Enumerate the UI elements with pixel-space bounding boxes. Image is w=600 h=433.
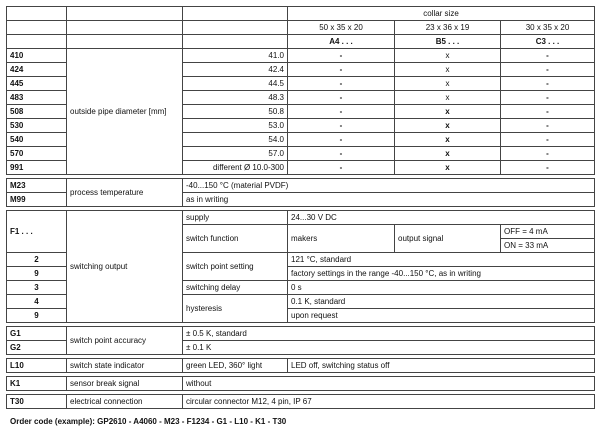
switch-point-setting-value: 121 °C, standard xyxy=(288,253,595,267)
option-code: T30 xyxy=(7,395,67,409)
availability-a: - xyxy=(288,161,395,175)
availability-c: - xyxy=(501,91,595,105)
collar-code-b: B5 . . . xyxy=(395,35,501,49)
availability-c: - xyxy=(501,119,595,133)
option-code: 570 xyxy=(7,147,67,161)
diameter-value: 44.5 xyxy=(183,77,288,91)
option-code: 991 xyxy=(7,161,67,175)
availability-c: - xyxy=(501,147,595,161)
order-code-example: Order code (example): GP2610 - A4060 - M23 - F1234 - G1 - L10 - K1 - T30 xyxy=(10,417,287,426)
diameter-value: 53.0 xyxy=(183,119,288,133)
availability-c: - xyxy=(501,133,595,147)
availability-a: - xyxy=(288,105,395,119)
option-code: F1 . . . xyxy=(7,211,67,253)
switching-output-label: switching output xyxy=(67,211,183,323)
availability-b: x xyxy=(395,133,501,147)
switch-point-setting-value: factory settings in the range -40...150 °C, as in writing xyxy=(288,267,595,281)
sensor-break-label: sensor break signal xyxy=(67,377,183,391)
supply-label: supply xyxy=(183,211,288,225)
switch-point-accuracy-label: switch point accuracy xyxy=(67,327,183,355)
availability-a: - xyxy=(288,119,395,133)
table-row xyxy=(7,377,595,391)
option-code: 424 xyxy=(7,63,67,77)
process-temperature-value: -40...150 °C (material PVDF) xyxy=(183,179,595,193)
table-row xyxy=(7,179,595,193)
availability-a: - xyxy=(288,49,395,63)
header-row-collar-codes xyxy=(7,35,595,49)
option-code: 540 xyxy=(7,133,67,147)
option-code: 508 xyxy=(7,105,67,119)
availability-b: x xyxy=(395,49,501,63)
indicator-off-value: LED off, switching status off xyxy=(288,359,595,373)
diameter-value: 57.0 xyxy=(183,147,288,161)
availability-c: - xyxy=(501,105,595,119)
collar-size-c: 30 x 35 x 20 xyxy=(501,21,595,35)
availability-b: x xyxy=(395,91,501,105)
diameter-value: 54.0 xyxy=(183,133,288,147)
table-row xyxy=(7,359,595,373)
collar-code-c: C3 . . . xyxy=(501,35,595,49)
option-code: 2 xyxy=(7,253,67,267)
option-code: 9 xyxy=(7,309,67,323)
diameter-value: 42.4 xyxy=(183,63,288,77)
electrical-connection-value: circular connector M12, 4 pin, IP 67 xyxy=(183,395,595,409)
output-signal-label: output signal xyxy=(395,225,501,253)
accuracy-value: ± 0.5 K, standard xyxy=(183,327,595,341)
option-code: 9 xyxy=(7,267,67,281)
diameter-value: 41.0 xyxy=(183,49,288,63)
availability-a: - xyxy=(288,91,395,105)
option-code: M99 xyxy=(7,193,67,207)
collar-size-title: collar size xyxy=(288,7,595,21)
collar-size-a: 50 x 35 x 20 xyxy=(288,21,395,35)
sensor-break-value: without xyxy=(183,377,595,391)
diameter-value: 50.8 xyxy=(183,105,288,119)
pipe-diameter-label: outside pipe diameter [mm] xyxy=(67,49,183,175)
electrical-connection-label: electrical connection xyxy=(67,395,183,409)
table-row xyxy=(7,211,595,225)
availability-b: x xyxy=(395,119,501,133)
accuracy-value: ± 0.1 K xyxy=(183,341,595,355)
option-code: 3 xyxy=(7,281,67,295)
option-code: L10 xyxy=(7,359,67,373)
availability-c: - xyxy=(501,49,595,63)
option-code: 410 xyxy=(7,49,67,63)
switch-point-setting-label: switch point setting xyxy=(183,253,288,281)
availability-c: - xyxy=(501,63,595,77)
availability-a: - xyxy=(288,77,395,91)
output-signal-on: ON = 33 mA xyxy=(501,239,595,253)
supply-value: 24...30 V DC xyxy=(288,211,595,225)
diameter-value: different Ø 10.0-300 xyxy=(183,161,288,175)
collar-code-a: A4 . . . xyxy=(288,35,395,49)
option-code: 530 xyxy=(7,119,67,133)
option-code: 4 xyxy=(7,295,67,309)
switch-state-indicator-label: switch state indicator xyxy=(67,359,183,373)
availability-b: x xyxy=(395,147,501,161)
availability-a: - xyxy=(288,63,395,77)
option-code: 445 xyxy=(7,77,67,91)
collar-size-b: 23 x 36 x 19 xyxy=(395,21,501,35)
option-code: K1 xyxy=(7,377,67,391)
header-row-collar-title xyxy=(7,7,595,21)
option-code: G2 xyxy=(7,341,67,355)
option-code: M23 xyxy=(7,179,67,193)
diameter-value: 48.3 xyxy=(183,91,288,105)
availability-b: x xyxy=(395,63,501,77)
switching-delay-value: 0 s xyxy=(288,281,595,295)
table-row xyxy=(7,327,595,341)
availability-c: - xyxy=(501,161,595,175)
availability-b: x xyxy=(395,105,501,119)
option-code: G1 xyxy=(7,327,67,341)
availability-b: x xyxy=(395,77,501,91)
availability-a: - xyxy=(288,133,395,147)
hysteresis-label: hysteresis xyxy=(183,295,288,323)
hysteresis-value: 0.1 K, standard xyxy=(288,295,595,309)
output-signal-off: OFF = 4 mA xyxy=(501,225,595,239)
switch-function-label: switch function xyxy=(183,225,288,253)
option-code: 483 xyxy=(7,91,67,105)
table-row xyxy=(7,395,595,409)
spec-table xyxy=(6,6,595,409)
table-row xyxy=(7,49,595,63)
indicator-on-value: green LED, 360° light xyxy=(183,359,288,373)
availability-a: - xyxy=(288,147,395,161)
header-row-collar-sizes xyxy=(7,21,595,35)
process-temperature-value: as in writing xyxy=(183,193,595,207)
switching-delay-label: switching delay xyxy=(183,281,288,295)
process-temperature-label: process temperature xyxy=(67,179,183,207)
switch-function-value: makers xyxy=(288,225,395,253)
availability-c: - xyxy=(501,77,595,91)
availability-b: x xyxy=(395,161,501,175)
hysteresis-value: upon request xyxy=(288,309,595,323)
